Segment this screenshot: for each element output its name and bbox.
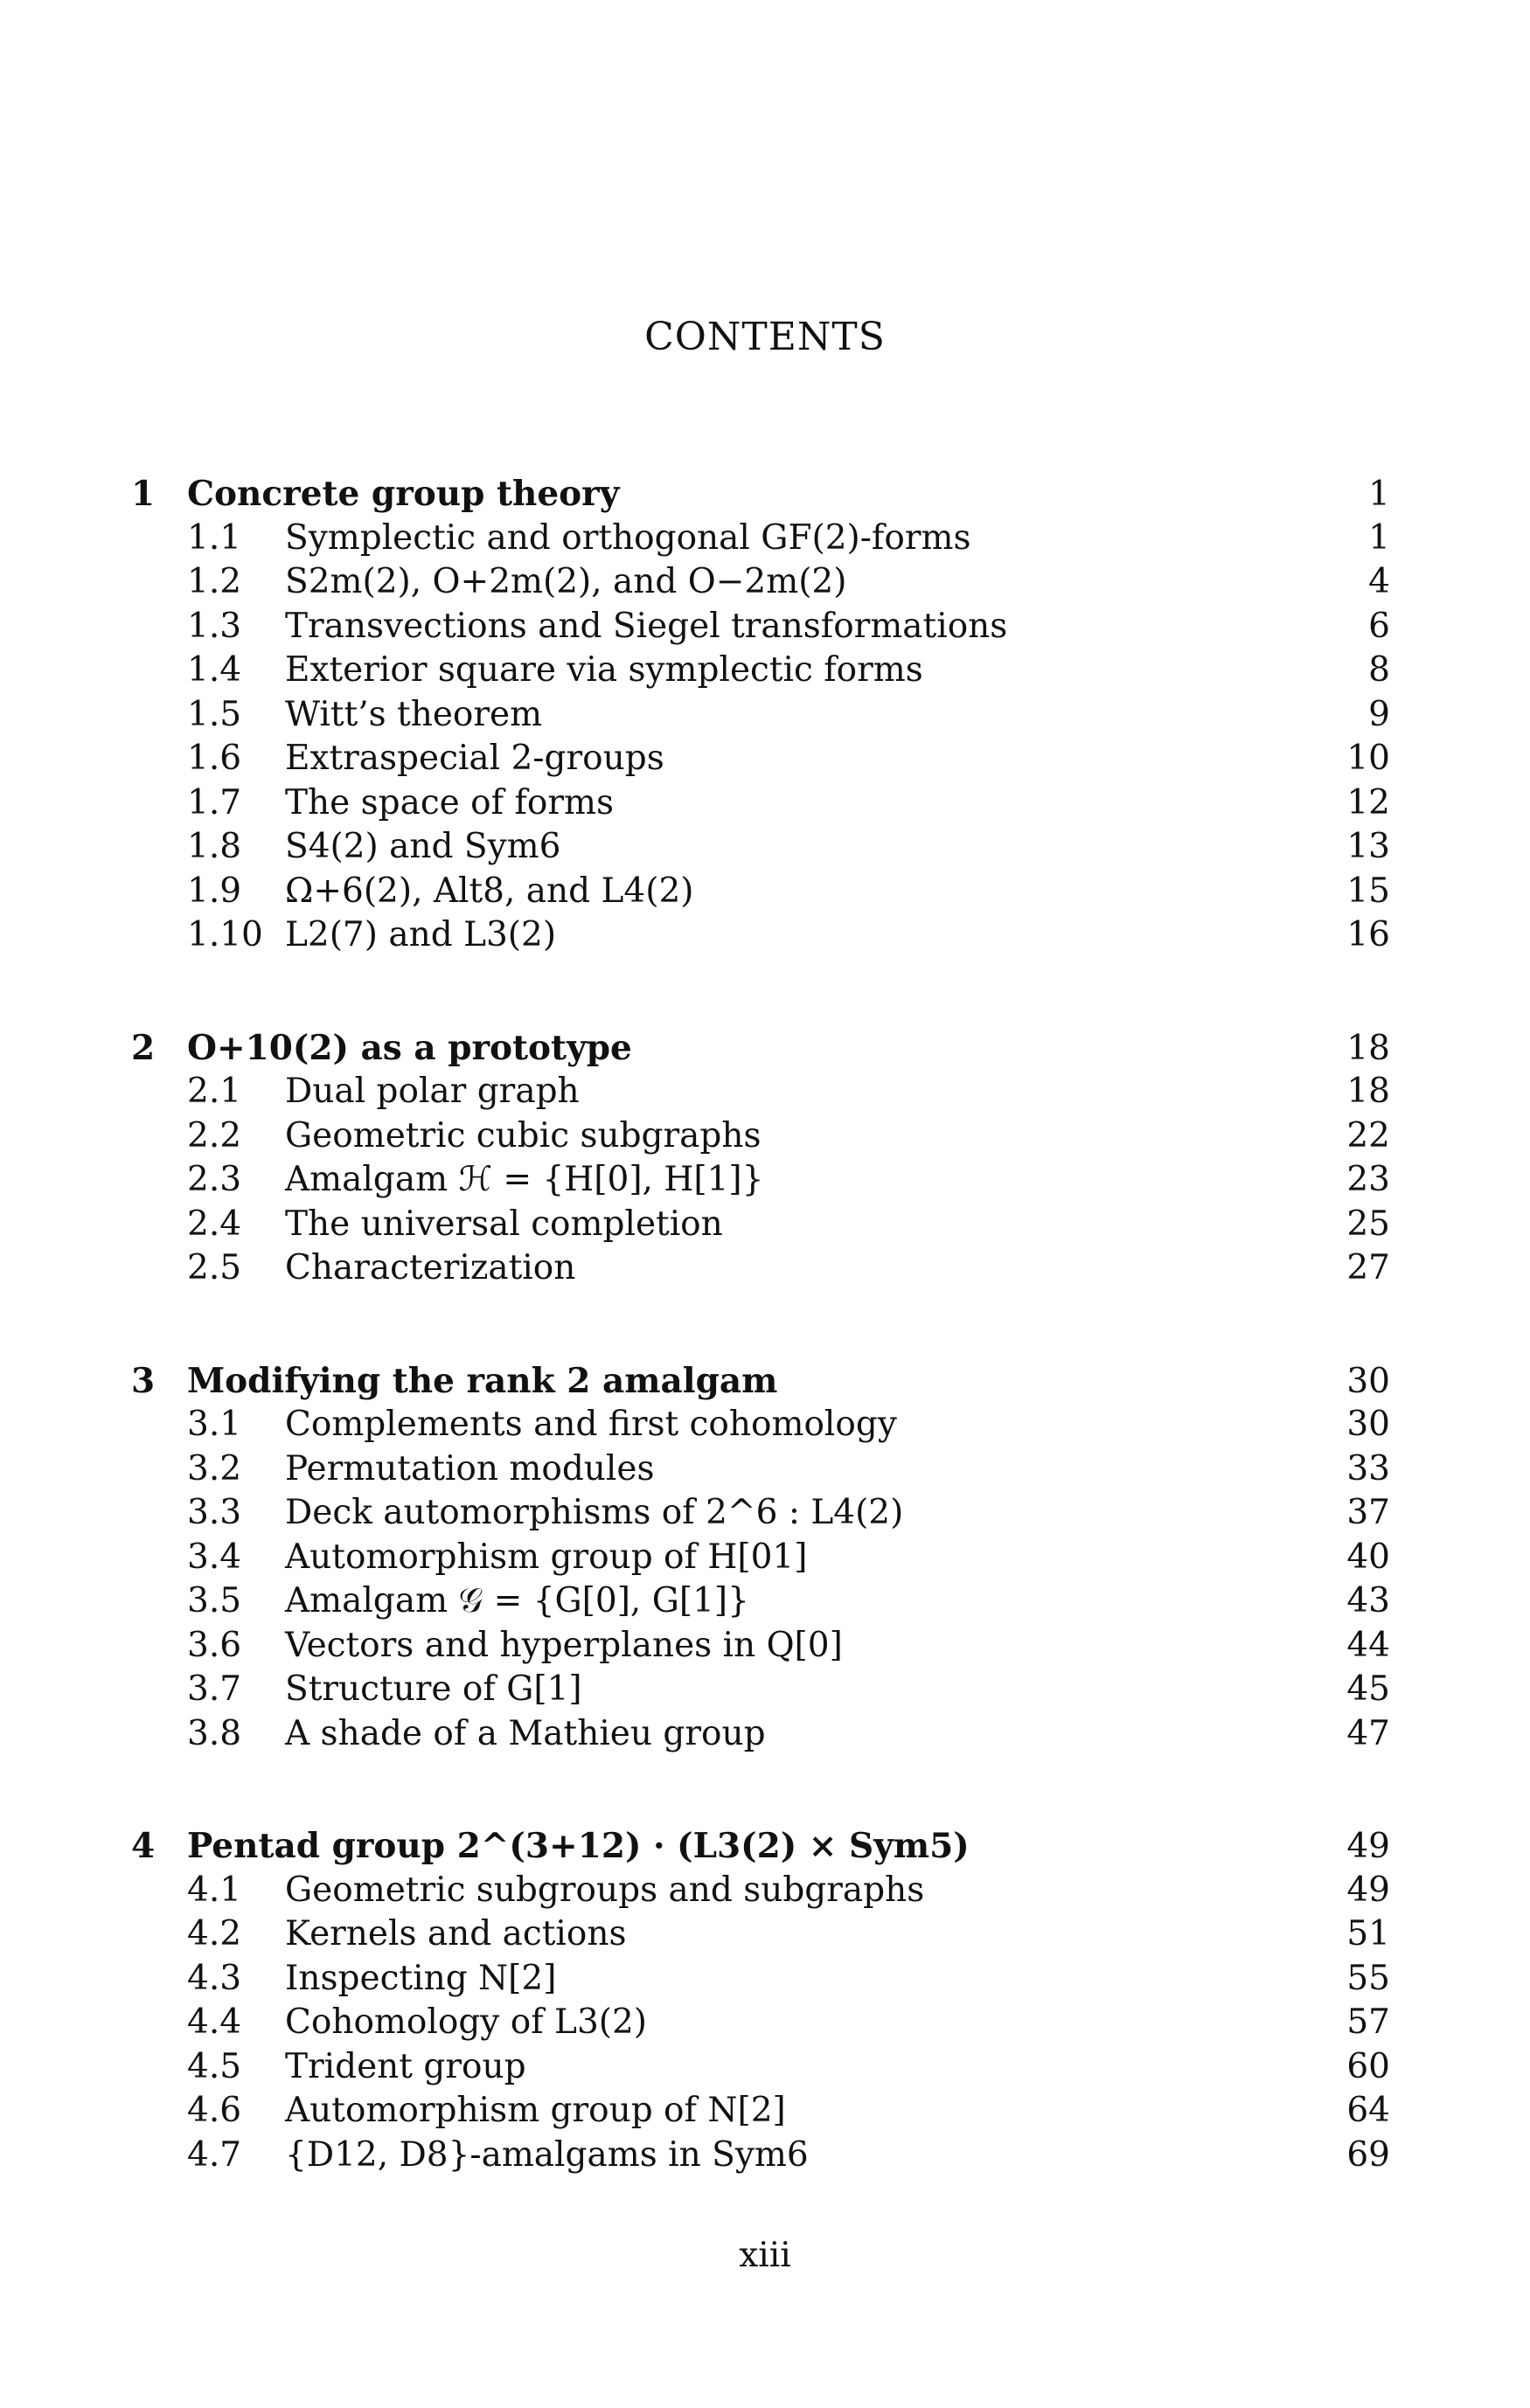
section-number: 3.3 — [187, 1493, 242, 1532]
section-title: Complements and first cohomology — [285, 1405, 897, 1444]
chapter-heading[interactable] — [131, 1824, 1390, 1869]
toc-entry[interactable] — [131, 605, 1390, 649]
section-number: 4.7 — [187, 2134, 242, 2175]
page-number: 13 — [1346, 827, 1390, 866]
page-number: 16 — [1346, 915, 1390, 954]
section-title: Automorphism group of H[01] — [285, 1537, 808, 1577]
section-title: Structure of G[1] — [285, 1669, 582, 1709]
chapter-title: Modifying the rank 2 amalgam — [187, 1360, 778, 1401]
page-number: 33 — [1346, 1448, 1390, 1489]
section-title: Amalgam ℋ = {H[0], H[1]} — [285, 1160, 764, 1199]
section-number: 3.7 — [187, 1669, 242, 1709]
page-number: 15 — [1346, 871, 1390, 911]
page-number: 10 — [1346, 739, 1390, 778]
toc-entry[interactable] — [131, 1203, 1390, 1247]
toc-entry[interactable] — [131, 1536, 1390, 1580]
section-title: Permutation modules — [285, 1448, 655, 1489]
page-number: 40 — [1346, 1537, 1390, 1577]
chapter-number: 3 — [131, 1360, 156, 1401]
section-title: Extraspecial 2-groups — [285, 739, 664, 778]
table-of-contents — [131, 472, 1390, 2177]
page-number: 6 — [1368, 606, 1390, 646]
section-number: 2.4 — [187, 1204, 242, 1244]
section-number: 2.5 — [187, 1248, 242, 1287]
section-title: Automorphism group of N[2] — [285, 2091, 786, 2130]
section-title: Witt’s theorem — [285, 694, 543, 734]
section-title: A shade of a Mathieu group — [285, 1713, 766, 1753]
section-title: Characterization — [285, 1248, 576, 1287]
toc-entry[interactable] — [131, 1158, 1390, 1203]
section-number: 4.4 — [187, 2002, 242, 2042]
page-number: 57 — [1346, 2002, 1390, 2042]
toc-entry[interactable] — [131, 560, 1390, 605]
section-title: Transvections and Siegel transformations — [285, 606, 1008, 646]
toc-entry[interactable] — [131, 1114, 1390, 1159]
chapter-number: 2 — [131, 1027, 156, 1068]
section-number: 2.3 — [187, 1160, 242, 1199]
toc-entry[interactable] — [131, 1912, 1390, 1957]
section-title: Deck automorphisms of 2^6 : L4(2) — [285, 1493, 904, 1532]
section-title: Trident group — [285, 2046, 526, 2086]
section-number: 3.5 — [187, 1581, 242, 1620]
section-number: 1.8 — [187, 827, 242, 866]
section-title: Dual polar graph — [285, 1072, 580, 1111]
section-title: Inspecting N[2] — [285, 1958, 557, 1998]
section-number: 4.3 — [187, 1958, 242, 1998]
section-number: 1.5 — [187, 694, 242, 734]
page-number: 64 — [1346, 2091, 1390, 2130]
page-number: 37 — [1346, 1493, 1390, 1532]
chapter-number: 4 — [131, 1826, 156, 1866]
section-title: Symplectic and orthogonal GF(2)-forms — [285, 517, 971, 558]
chapter-2 — [131, 1026, 1390, 1291]
toc-entry[interactable] — [131, 870, 1390, 914]
section-number: 4.6 — [187, 2091, 242, 2130]
section-title: The universal completion — [285, 1204, 723, 1244]
page-number: 44 — [1346, 1625, 1390, 1665]
page-number: 1 — [1368, 475, 1390, 514]
chapter-1 — [131, 472, 1390, 958]
section-number: 3.2 — [187, 1448, 242, 1489]
toc-entry[interactable] — [131, 2045, 1390, 2090]
chapter-heading[interactable] — [131, 1359, 1390, 1404]
toc-entry[interactable] — [131, 649, 1390, 693]
section-number: 4.5 — [187, 2046, 242, 2086]
page-number: 55 — [1346, 1958, 1390, 1998]
page-number: 18 — [1346, 1028, 1390, 1068]
page-number: 45 — [1346, 1669, 1390, 1709]
toc-entry[interactable] — [131, 1447, 1390, 1492]
toc-entry[interactable] — [131, 1869, 1390, 1913]
section-number: 1.7 — [187, 782, 242, 822]
page-number: 49 — [1346, 1827, 1390, 1866]
section-number: 2.1 — [187, 1072, 242, 1111]
toc-entry[interactable] — [131, 2001, 1390, 2045]
toc-entry[interactable] — [131, 1491, 1390, 1536]
section-title: L2(7) and L3(2) — [285, 915, 557, 954]
section-title: Geometric subgroups and subgraphs — [285, 1870, 925, 1910]
section-number: 4.1 — [187, 1870, 242, 1910]
toc-entry[interactable] — [131, 693, 1390, 738]
toc-entry[interactable] — [131, 781, 1390, 826]
page-number: 1 — [1368, 517, 1390, 558]
toc-entry[interactable] — [131, 737, 1390, 781]
section-number: 1.3 — [187, 606, 242, 646]
toc-entry[interactable] — [131, 2089, 1390, 2134]
toc-entry[interactable] — [131, 1957, 1390, 2002]
section-title: The space of forms — [285, 782, 615, 822]
section-number: 1.6 — [187, 739, 242, 778]
folio-page-number: xiii — [739, 2236, 791, 2275]
section-title: Cohomology of L3(2) — [285, 2002, 647, 2042]
page-number: 47 — [1346, 1713, 1390, 1753]
page-number: 60 — [1346, 2046, 1390, 2086]
toc-entry[interactable] — [131, 1403, 1390, 1447]
page-number: 51 — [1346, 1914, 1390, 1953]
chapter-number: 1 — [131, 474, 156, 514]
chapter-heading[interactable] — [131, 1026, 1390, 1071]
toc-entry[interactable] — [131, 517, 1390, 561]
page-number: 18 — [1346, 1072, 1390, 1111]
chapter-heading[interactable] — [131, 472, 1390, 517]
section-number: 1.2 — [187, 562, 242, 601]
toc-entry[interactable] — [131, 1624, 1390, 1669]
page-number: 69 — [1346, 2134, 1390, 2175]
section-title: Exterior square via symplectic forms — [285, 650, 923, 690]
chapter-title: Concrete group theory — [187, 474, 620, 514]
page-number: 25 — [1346, 1204, 1390, 1244]
page-number: 43 — [1346, 1581, 1390, 1620]
chapter-title: O+10(2) as a prototype — [187, 1027, 632, 1068]
section-title: Geometric cubic subgraphs — [285, 1115, 762, 1155]
section-number: 1.9 — [187, 871, 242, 911]
toc-entry[interactable] — [131, 2134, 1390, 2178]
section-number: 2.2 — [187, 1115, 242, 1155]
page-number: 30 — [1346, 1405, 1390, 1444]
page-number: 4 — [1368, 562, 1390, 601]
section-title: Kernels and actions — [285, 1914, 627, 1953]
page-number: 12 — [1346, 782, 1390, 822]
section-number: 1.10 — [187, 915, 263, 954]
toc-entry[interactable] — [131, 1579, 1390, 1624]
section-number: 1.4 — [187, 650, 242, 690]
page-number: 9 — [1368, 694, 1390, 734]
toc-entry[interactable] — [131, 1070, 1390, 1114]
section-title: {D12, D8}-amalgams in Sym6 — [285, 2134, 809, 2175]
page-number: 22 — [1346, 1115, 1390, 1155]
section-title: Ω+6(2), Alt8, and L4(2) — [285, 871, 694, 911]
section-number: 4.2 — [187, 1914, 242, 1953]
section-title: S4(2) and Sym6 — [285, 827, 561, 866]
page-title: CONTENTS — [644, 315, 886, 359]
section-title: Vectors and hyperplanes in Q[0] — [285, 1625, 843, 1665]
page-number: 49 — [1346, 1870, 1390, 1910]
section-number: 3.4 — [187, 1537, 242, 1577]
chapter-title: Pentad group 2^(3+12) · (L3(2) × Sym5) — [187, 1826, 970, 1866]
section-number: 1.1 — [187, 517, 242, 558]
section-number: 3.8 — [187, 1713, 242, 1753]
section-title: Amalgam 𝒢 = {G[0], G[1]} — [285, 1581, 749, 1620]
page-number: 8 — [1368, 650, 1390, 690]
section-number: 3.6 — [187, 1625, 242, 1665]
toc-entry[interactable] — [131, 1246, 1390, 1291]
toc-entry[interactable] — [131, 1712, 1390, 1757]
toc-entry[interactable] — [131, 913, 1390, 958]
chapter-4 — [131, 1824, 1390, 2177]
page-number: 30 — [1346, 1361, 1390, 1401]
section-number: 3.1 — [187, 1405, 242, 1444]
page-number: 27 — [1346, 1248, 1390, 1287]
chapter-3 — [131, 1359, 1390, 1757]
toc-entry[interactable] — [131, 825, 1390, 870]
section-title: S2m(2), O+2m(2), and O−2m(2) — [285, 562, 847, 601]
toc-entry[interactable] — [131, 1668, 1390, 1712]
page-number: 23 — [1346, 1160, 1390, 1199]
